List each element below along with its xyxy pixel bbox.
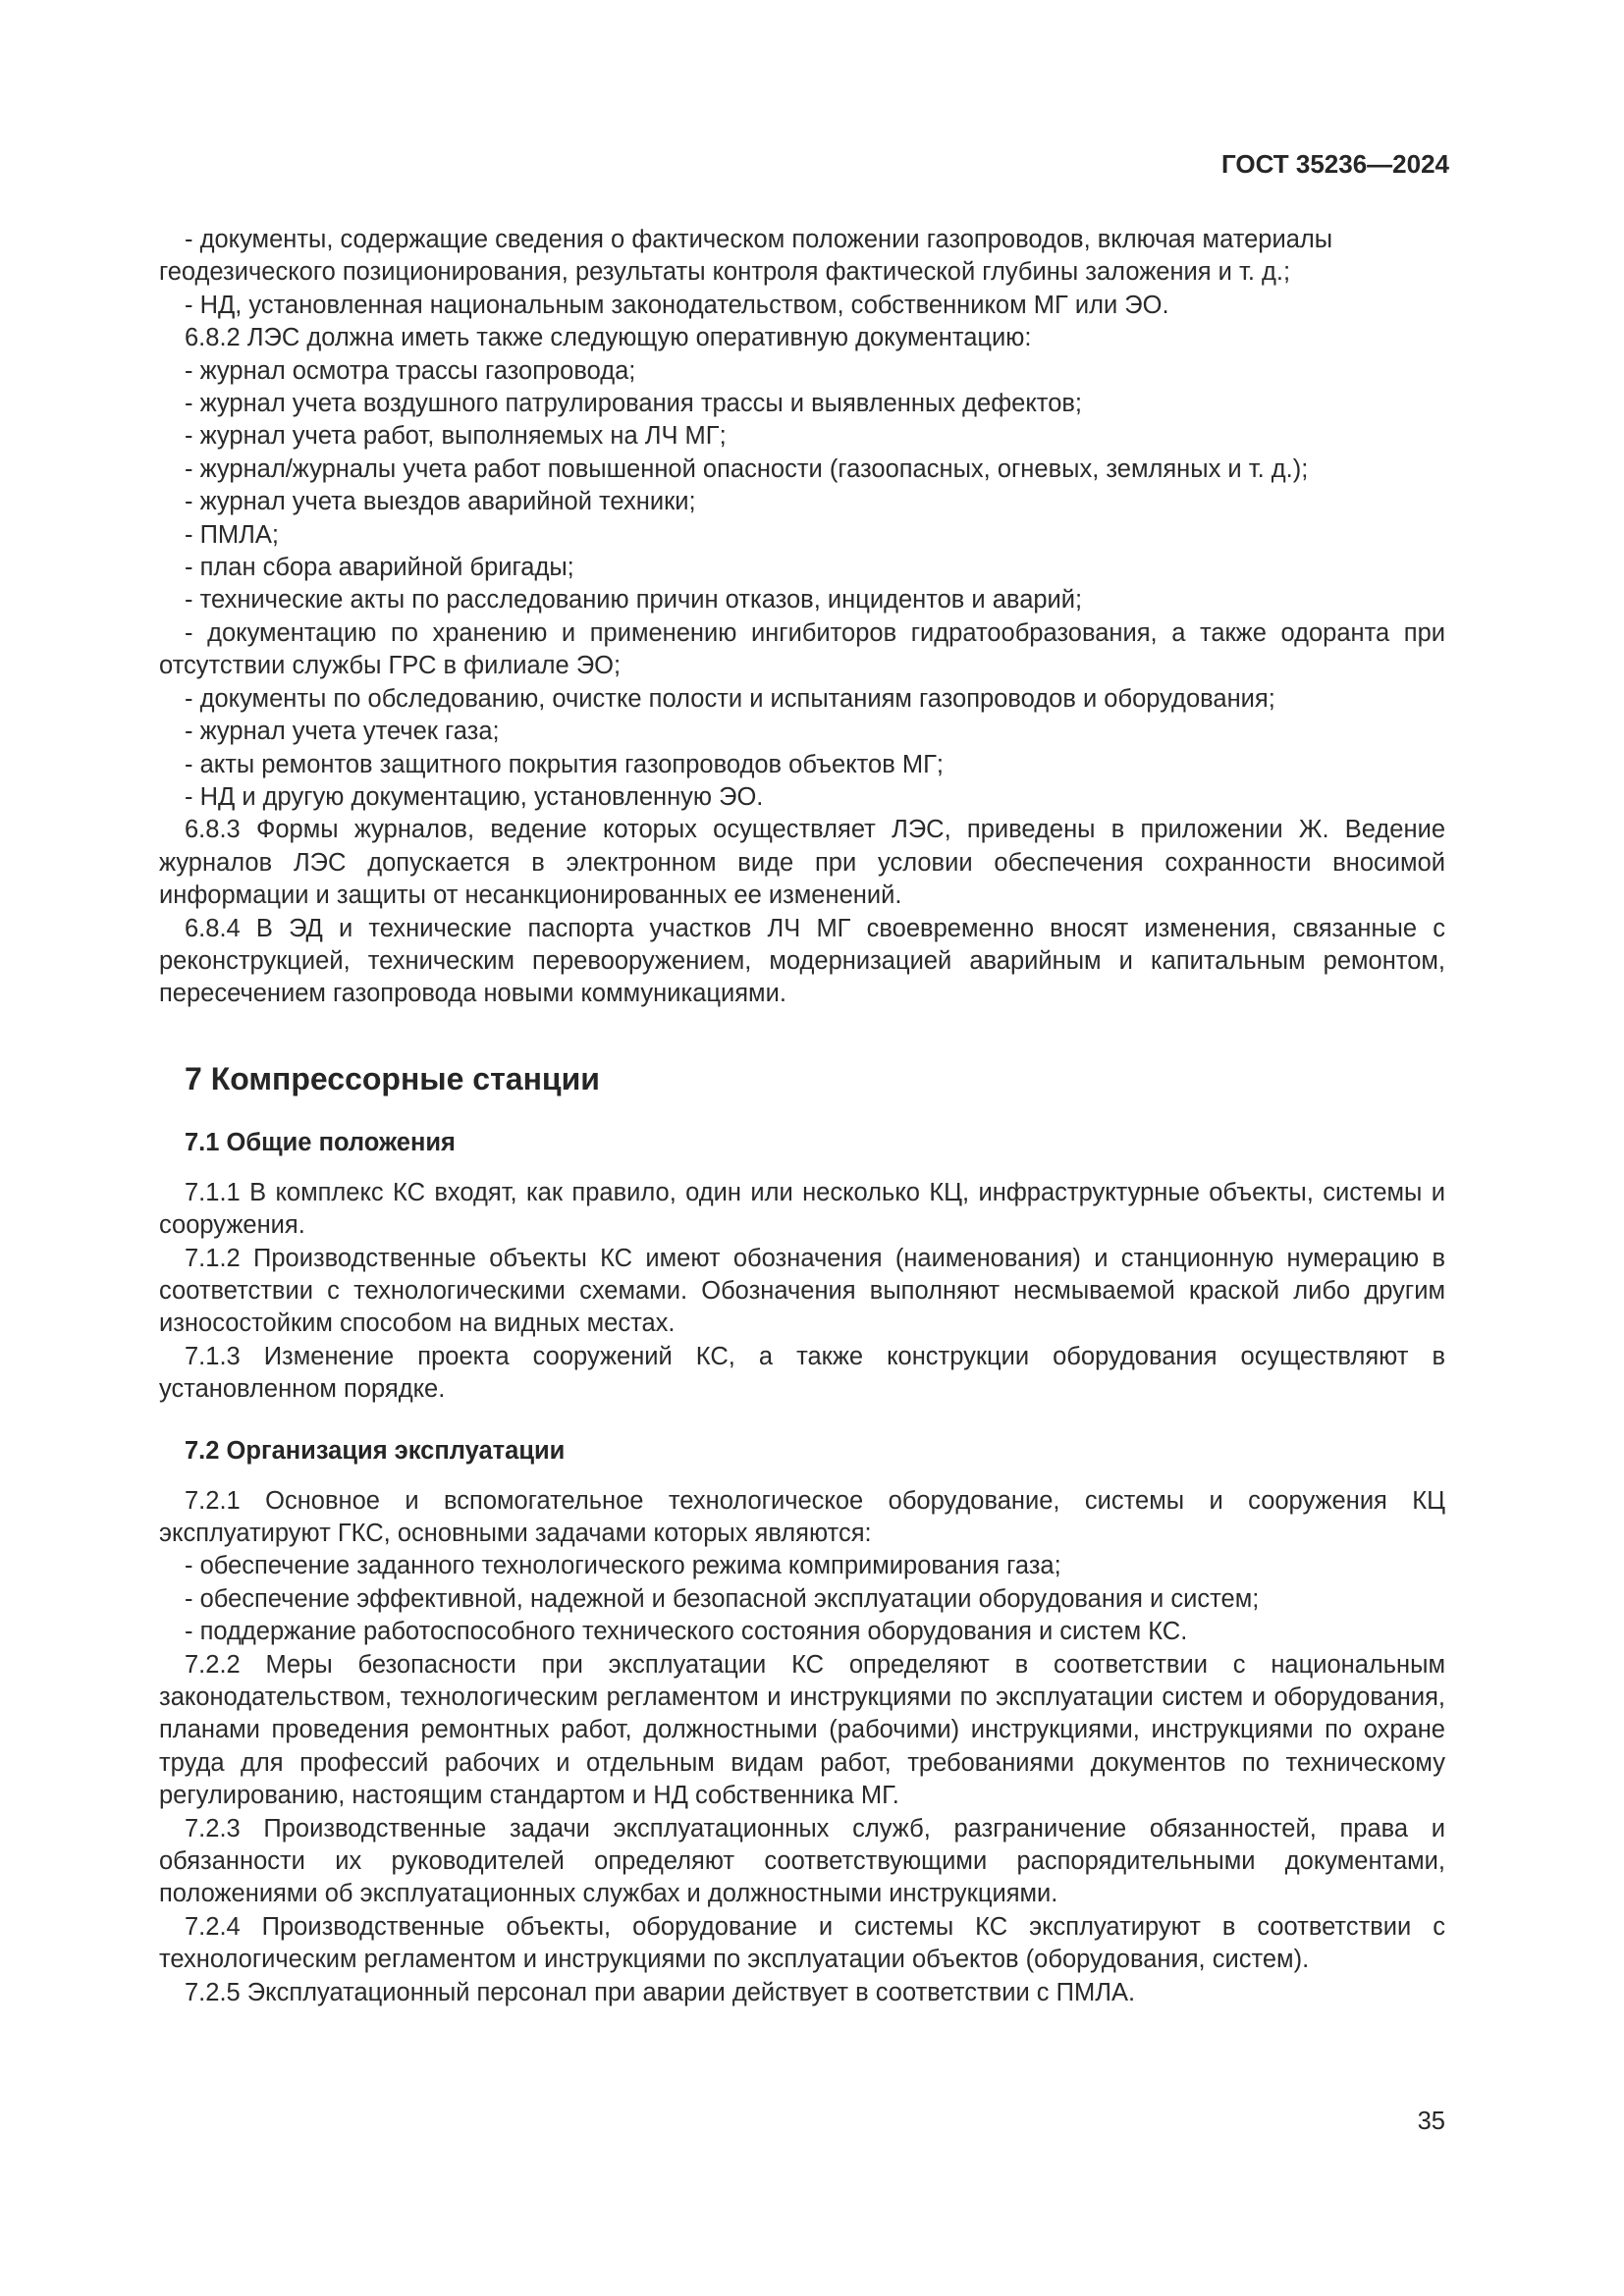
paragraph: 7.1.1 В комплекс КС входят, как правило, один или несколько КЦ, инфраструктурные объекты, системы и сооружения. [159, 1178, 1445, 1240]
block-7-2 [159, 1485, 1445, 2010]
list-item: - акты ремонтов защитного покрытия газопроводов объектов МГ; [159, 749, 1445, 781]
list-item: - журнал учета воздушного патрулирования трассы и выявленных дефектов; [159, 388, 1445, 420]
list-item: - поддержание работоспособного технического состояния оборудования и систем КС. [159, 1616, 1445, 1648]
section-title: 7 Компрессорные станции [185, 1060, 600, 1096]
page-body [159, 224, 1445, 2009]
subsection-title: 7.2 Организация эксплуатации [185, 1436, 566, 1465]
list-item: - документацию по хранению и применению ингибиторов гидратообразования, а также одоранта при отсутствии службы ГРС в филиале ЭО; [159, 617, 1445, 683]
paragraph: 7.2.3 Производственные задачи эксплуатационных служб, разграничение обязанностей, права и обязанности их руководителей определяют соответствующими распорядительными документами, положениями об эксплуатационных службах и должностными инструкциями. [159, 1814, 1445, 1908]
list-item: - план сбора аварийной бригады; [159, 552, 1445, 584]
list-item: - обеспечение эффективной, надежной и безопасной эксплуатации оборудования и систем; [159, 1583, 1445, 1616]
list-item: - журнал учета утечек газа; [159, 716, 1445, 748]
paragraph: 7.2.5 Эксплуатационный персонал при аварии действует в соответствии с ПМЛА. [185, 1978, 1136, 2006]
paragraph: 7.2.2 Меры безопасности при эксплуатации КС определяют в соответствии с национальным законодательством, технологическим регламентом и инструкциями по эксплуатации систем и оборудования, планами проведения ремонтных работ, должностными (рабочими) инструкциями, инструкциями по охране труда для профессий рабочих и отдельным видам работ, требованиями документов по техническому регулированию, настоящим стандартом и НД собственника МГ. [159, 1650, 1445, 1810]
list-item: - НД, установленная национальным законодательством, собственником МГ или ЭО. [159, 290, 1445, 322]
paragraph: 7.2.1 Основное и вспомогательное технологическое оборудование, системы и сооружения КЦ эксплуатируют ГКС, основными задачами которых являются: [159, 1486, 1445, 1547]
list-item: - журнал учета выездов аварийной техники; [159, 486, 1445, 518]
paragraph: 7.2.4 Производственные объекты, оборудование и системы КС эксплуатируют в соответствии с технологическим регламентом и инструкциями по эксплуатации объектов (оборудования, систем). [159, 1912, 1445, 1974]
list-item: - технические акты по расследованию причин отказов, инцидентов и аварий; [159, 584, 1445, 616]
list-item: - документы, содержащие сведения о фактическом положении газопроводов, включая материалы геодезического позиционирования, результаты контроля фактической глубины заложения и т. д.; [159, 224, 1445, 290]
list-item: - ПМЛА; [159, 519, 1445, 552]
list-item: - журнал/журналы учета работ повышенной опасности (газоопасных, огневых, земляных и т. д.); [159, 454, 1445, 486]
paragraph: 6.8.4 В ЭД и технические паспорта участков ЛЧ МГ своевременно вносят изменения, связанные с реконструкцией, техническим перевооружением, модернизацией аварийным и капитальным ремонтом, пересечением газопровода новыми коммуникациями. [159, 914, 1445, 1008]
block-7-1 [159, 1177, 1445, 1407]
list-item: - обеспечение заданного технологического режима компримирования газа; [159, 1550, 1445, 1582]
list-item: - журнал учета работ, выполняемых на ЛЧ МГ; [159, 420, 1445, 453]
page-number: 35 [1417, 2108, 1445, 2135]
paragraph: 7.1.2 Производственные объекты КС имеют обозначения (наименования) и станционную нумерацию в соответствии с технологическими схемами. Обозначения выполняют несмываемой краской либо другим износостойким способом на видных местах. [159, 1244, 1445, 1338]
subsection-title: 7.1 Общие положения [185, 1128, 456, 1156]
paragraph: 6.8.2 ЛЭС должна иметь также следующую оперативную документацию: [185, 324, 1032, 352]
document-id: ГОСТ 35236—2024 [1221, 149, 1449, 179]
list-item: - НД и другую документацию, установленную ЭО. [159, 781, 1445, 814]
paragraph: 7.1.3 Изменение проекта сооружений КС, а также конструкции оборудования осуществляют в установленном порядке. [159, 1342, 1445, 1404]
list-item: - журнал осмотра трассы газопровода; [159, 355, 1445, 388]
block-6-8 [159, 224, 1445, 1011]
list-item: - документы по обследованию, очистке полости и испытаниям газопроводов и оборудования; [159, 683, 1445, 716]
paragraph: 6.8.3 Формы журналов, ведение которых осуществляет ЛЭС, приведены в приложении Ж. Ведение журналов ЛЭС допускается в электронном виде при условии обеспечения сохранности вносимой информации и защиты от несанкционированных ее изменений. [159, 816, 1445, 910]
